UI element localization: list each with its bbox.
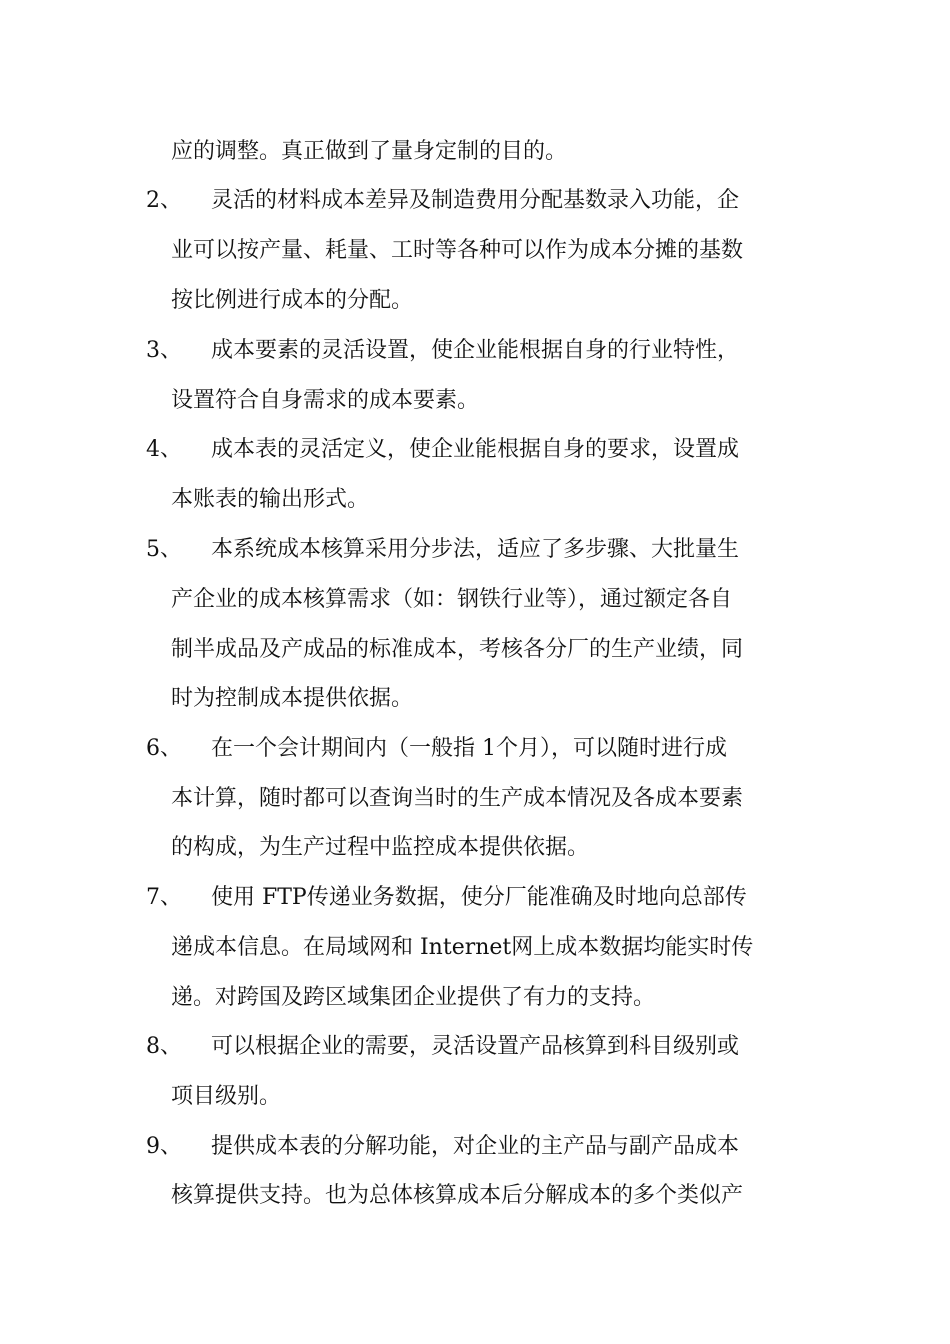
item-9-line-1: 提供成本表的分解功能，对企业的主产品与副产品成本	[211, 1134, 740, 1159]
item-5-line-3: 制半成品及产成品的标准成本，考核各分厂的生产业绩，同	[171, 637, 744, 662]
item-5-line-2: 产企业的成本核算需求（如：钢铁行业等），通过额定各自	[171, 587, 733, 612]
item-number-9: 9、	[146, 1134, 182, 1159]
item-number-8: 8、	[146, 1034, 182, 1059]
item-6-line-2: 本计算，随时都可以查询当时的生产成本情况及各成本要素	[171, 786, 744, 811]
item-2-line-3: 按比例进行成本的分配。	[171, 288, 414, 313]
item-3-line-2: 设置符合自身需求的成本要素。	[171, 388, 480, 413]
item-number-6: 6、	[146, 736, 182, 761]
item-9-line-2: 核算提供支持。也为总体核算成本后分解成本的多个类似产	[171, 1183, 744, 1208]
item-8-line-2: 项目级别。	[171, 1084, 282, 1109]
item-4-line-1: 成本表的灵活定义，使企业能根据自身的要求，设置成	[211, 437, 740, 462]
item-number-7: 7、	[146, 885, 182, 910]
item-2-line-2: 业可以按产量、耗量、工时等各种可以作为成本分摊的基数	[171, 238, 744, 263]
item-7-line-1: 使用 FTP传递业务数据，使分厂能准确及时地向总部传	[211, 885, 747, 910]
item-5-line-1: 本系统成本核算采用分步法，适应了多步骤、大批量生	[211, 537, 740, 562]
item-number-3: 3、	[146, 338, 182, 363]
item-number-4: 4、	[146, 437, 182, 462]
item-8-line-1: 可以根据企业的需要，灵活设置产品核算到科目级别或	[211, 1034, 740, 1059]
item-6-line-3: 的构成，为生产过程中监控成本提供依据。	[171, 835, 590, 860]
item-3-line-1: 成本要素的灵活设置，使企业能根据自身的行业特性，	[211, 338, 740, 363]
item-6-line-1: 在一个会计期间内（一般指 1个月），可以随时进行成	[211, 736, 727, 761]
item-7-line-2: 递成本信息。在局域网和 Internet网上成本数据均能实时传	[171, 935, 754, 960]
item-7-line-3: 递。对跨国及跨区域集团企业提供了有力的支持。	[171, 985, 656, 1010]
item-number-5: 5、	[146, 537, 182, 562]
item-number-2: 2、	[146, 188, 182, 213]
item-2-line-1: 灵活的材料成本差异及制造费用分配基数录入功能，企	[211, 188, 740, 213]
continuation-line: 应的调整。真正做到了量身定制的目的。	[171, 139, 568, 164]
item-4-line-2: 本账表的输出形式。	[171, 487, 370, 512]
item-5-line-4: 时为控制成本提供依据。	[171, 686, 414, 711]
